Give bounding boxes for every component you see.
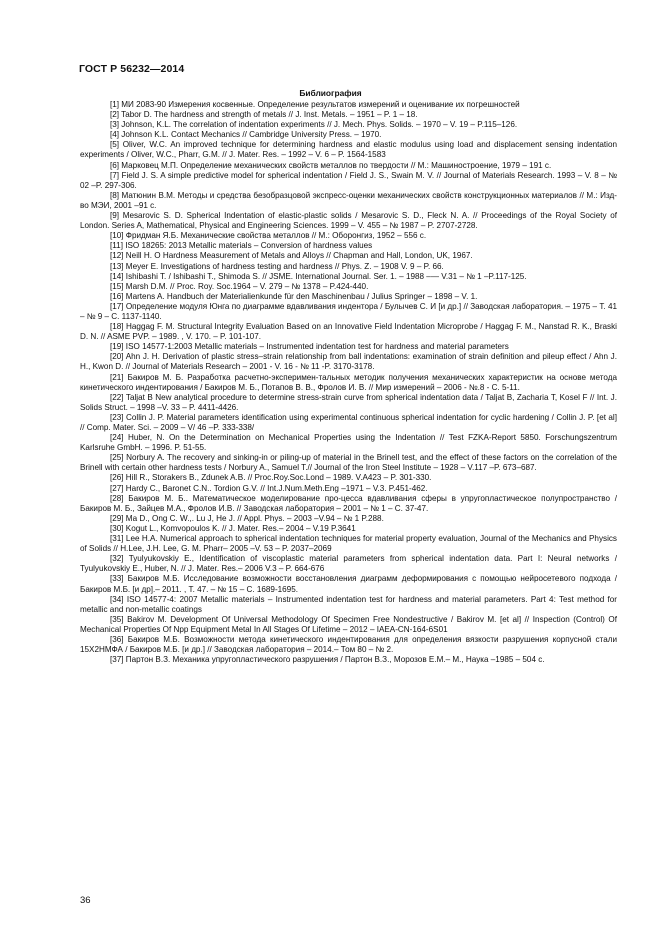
- section-title: Библиография: [299, 88, 362, 98]
- reference-entry: [24] Huber, N. On the Determination on Mechanical Properties using the Indentation // Test FZKA-Report 5850. Forschungszentrum Karlsruhe GmbH. – 1996. P. 51-55.: [80, 433, 617, 453]
- reference-entry: [23] Collin J. P. Material parameters identification using experimental continuous spherical indentation for cyclic hardening / Collin J. P. [et al] // Comp. Mater. Sci. – 2009 – V/ 46 –P. 333-338/: [80, 412, 617, 432]
- reference-entry: [19] ISO 14577-1:2003 Metallic materials – Instrumented indentation test for hardness and material parameters: [110, 342, 509, 352]
- reference-entry: [11] ISO 18265: 2013 Metallic materials – Conversion of hardness values: [110, 241, 373, 251]
- reference-entry: [14] Ishibashi T. / Ishibashi T., Shimoda S. // JSME. International Journal. Ser. 1. – 1988 –— V.31 – № 1 –P.117-125.: [110, 271, 527, 281]
- reference-entry: [8] Матюнин В.М. Методы и средства безобразцовой экспресс-оценки механических свойств конструкционных материалов // М.: Изд-во МЭИ, 2001 –91 с.: [80, 190, 617, 210]
- reference-entry: [12] Neill H. O Hardness Measurement of Metals and Alloys // Chapman and Hall, London, UK, 1967.: [110, 251, 473, 261]
- reference-entry: [34] ISO 14577-4: 2007 Metallic materials – Instrumented indentation test for hardness and material parameters. Part 4: Test method for metallic and non-metallic coatings: [80, 594, 617, 614]
- reference-entry: [7] Field J. S. A simple predictive model for spherical indentation / Field J. S., Swain M. V. // Journal of Materials Research. 1993 – V. 8 – № 02 –P. 297-306.: [80, 170, 617, 190]
- reference-entry: [18] Haggag F. M. Structural Integrity Evaluation Based on an Innovative Field Indentation Microprobe / Haggag F. M., Nanstad R. K., Braski D. N. // ASME PVP. – 1989. , V. 170. – P. 101-107.: [80, 322, 617, 342]
- reference-entry: [21] Бакиров М. Б. Разработка расчетно-эксперимен-тальных методик получения механических характеристик на основе метода кинетического индентирования / Бакиров М. Б., Потапов В. В., Фролов И. В. // Мир измерений – 2006 - №.8 - С. 5-11.: [80, 372, 617, 392]
- reference-entry: [25] Norbury A. The recovery and sinking-in or piling-up of material in the Brinell test, and the effect of these factors on the correlation of the Brinell with certain other hardness tests / Norbury A., Samuel T.// Journal of the Iron Steel Institute – 1928 – V.117 –P. 673–687.: [80, 453, 617, 473]
- reference-entry: [28] Бакиров М. Б.. Математическое моделирование про-цесса вдавливания сферы в упругопластическое полупространство / Бакиров М. Б., Зайцев М.А., Фролов И.В. // Заводская лаборатория – 2001 – № 1 – С. 37-47.: [80, 493, 617, 513]
- reference-entry: [3] Johnson, K.L. The correlation of indentation experiments // J. Mech. Phys. Solids. – 1970 – V. 19 – P.115–126.: [110, 120, 518, 130]
- reference-entry: [33] Бакиров М.Б. Исследование возможности восстановления диаграмм деформирования с помощью нейросетевого подхода / Бакиров М.Б. [и др].– 2011. , Т. 47. – № 15 – С. 1689-1695.: [80, 574, 617, 594]
- reference-entry: [32] Tyulyukovskiy E., Identification of viscoplastic material parameters from spherical indentation data. Part I: Neural networks / Tyulyukovskiy E., Huber, N. // J. Mater. Res.– 2006 V.3 – P. 664-676: [80, 554, 617, 574]
- reference-entry: [31] Lee H.A. Numerical approach to spherical indentation techniques for material property evaluation, Journal of the Mechanics and Physics of Solids // H.Lee, J.H. Lee, G. M. Pharr– 2005 –V. 53 – P. 2037–2069: [80, 534, 617, 554]
- reference-entry: [30] Kogut L., Komvopoulos K. // J. Mater. Res.– 2004 – V.19 P.3641: [110, 523, 356, 533]
- reference-entry: [6] Марковец М.П. Определение механических свойств металлов по твердости // М.: Машиностроение, 1979 – 191 с.: [110, 160, 552, 170]
- reference-entry: [1] МИ 2083-90 Измерения косвенные. Определение результатов измерений и оценивание их погрешностей: [110, 100, 520, 109]
- reference-entry: [4] Johnson K.L. Contact Mechanics // Cambridge University Press. – 1970.: [110, 130, 382, 140]
- reference-entry: [35] Bakirov M. Development Of Universal Methodology Of Specimen Free Nondestructive / Bakirov M. [et al] // Inspection (Control) Of Mechanical Properties Of Npp Equipment Metal In All Stages Of Lifetime – 2012 – IAEA-CN-164-6S01: [80, 614, 617, 634]
- reference-entry: [36] Бакиров М.Б. Возможности метода кинетического индентирования для определения вязкости разрушения корпусной стали 15Х2НМФА / Бакиров М.Б. [и др.] // Заводская лаборатория – 2014.– Том 80 – № 2.: [80, 634, 617, 655]
- reference-entry: [10] Фридман Я.Б. Механические свойства металлов // М.: Оборонгиз, 1952 – 556 с.: [110, 231, 427, 241]
- reference-entry: [20] Ahn J. H. Derivation of plastic stress–strain relationship from ball indentations: examination of strain definition and pileup effect / Ahn J. H., Kwon D. // Journal of Materials Research – 2001 - V. 16 - № 11 -P. 3170-3178.: [80, 352, 617, 372]
- reference-entry: [5] Oliver, W.C. An improved technique for determining hardness and elastic modulus using load and displacement sensing indentation experiments / Oliver, W.C., Pharr, G.M. // J. Mater. Res. – 1992 – V. 6 – P. 1564-1583: [80, 140, 617, 160]
- reference-entry: [9] Mesarovic S. D. Spherical Indentation of elastic-plastic solids / Mesarovic S. D., Fleck N. A. // Proceedings of the Royal Society of London. Series A, Mathematical, Physical and Engineering Sciences. 1999 – V. 455 – № 1987 – P. 2707-2728.: [80, 211, 617, 231]
- bibliography-list: [80, 100, 617, 665]
- reference-entry: [17] Определение модуля Юнга по диаграмме вдавливания индентора / Булычев С. И [и др.] // Заводская лаборатория. – 1975 – Т. 41 – № 9 – С. 1137-1140.: [80, 301, 617, 321]
- page-number: 36: [80, 895, 91, 906]
- reference-entry: [2] Tabor D. The hardness and strength of metals // J. Inst. Metals. – 1951 – P. 1 – 18.: [110, 110, 418, 120]
- reference-entry: [27] Hardy C., Baronet C.N.. Tordion G.V. // Int.J.Num.Meth.Eng –1971 – V.3. P.451-462.: [110, 483, 428, 493]
- document-header: ГОСТ Р 56232—2014: [79, 63, 185, 75]
- reference-entry: [15] Marsh D.M. // Proc. Roy. Soc.1964 – V. 279 – № 1378 – P.424-440.: [110, 281, 369, 291]
- reference-entry: [16] Martens A. Handbuch der Materialienkunde für den Maschinenbau / Julius Springer – 1898 – V. 1.: [110, 291, 478, 301]
- reference-entry: [26] Hill R., Storakers B., Zdunek A.B. // Proc.Roy.Soc.Lond – 1989. V.A423 – P. 301-330.: [110, 473, 432, 483]
- reference-entry: [22] Taljat B New analytical procedure to determine stress-strain curve from spherical indentation data / Taljat B, Zacharia T, Kosel F // Int. J. Solids Struct. – 1998 –V. 33 – P. 4411-4426.: [80, 392, 617, 412]
- reference-entry: [37] Партон В.З. Механика упругопластического разрушения / Партон В.З., Морозов Е.М.– М., Наука –1985 – 504 с.: [110, 655, 545, 665]
- reference-entry: [29] Ma D., Ong C. W.,. Lu J, He J. // Appl. Phys. – 2003 –V.94 – № 1 P.288.: [110, 513, 384, 523]
- reference-entry: [13] Meyer E. Investigations of hardness testing and hardness // Phys. Z. – 1908 V. 9 – P. 66.: [110, 261, 444, 271]
